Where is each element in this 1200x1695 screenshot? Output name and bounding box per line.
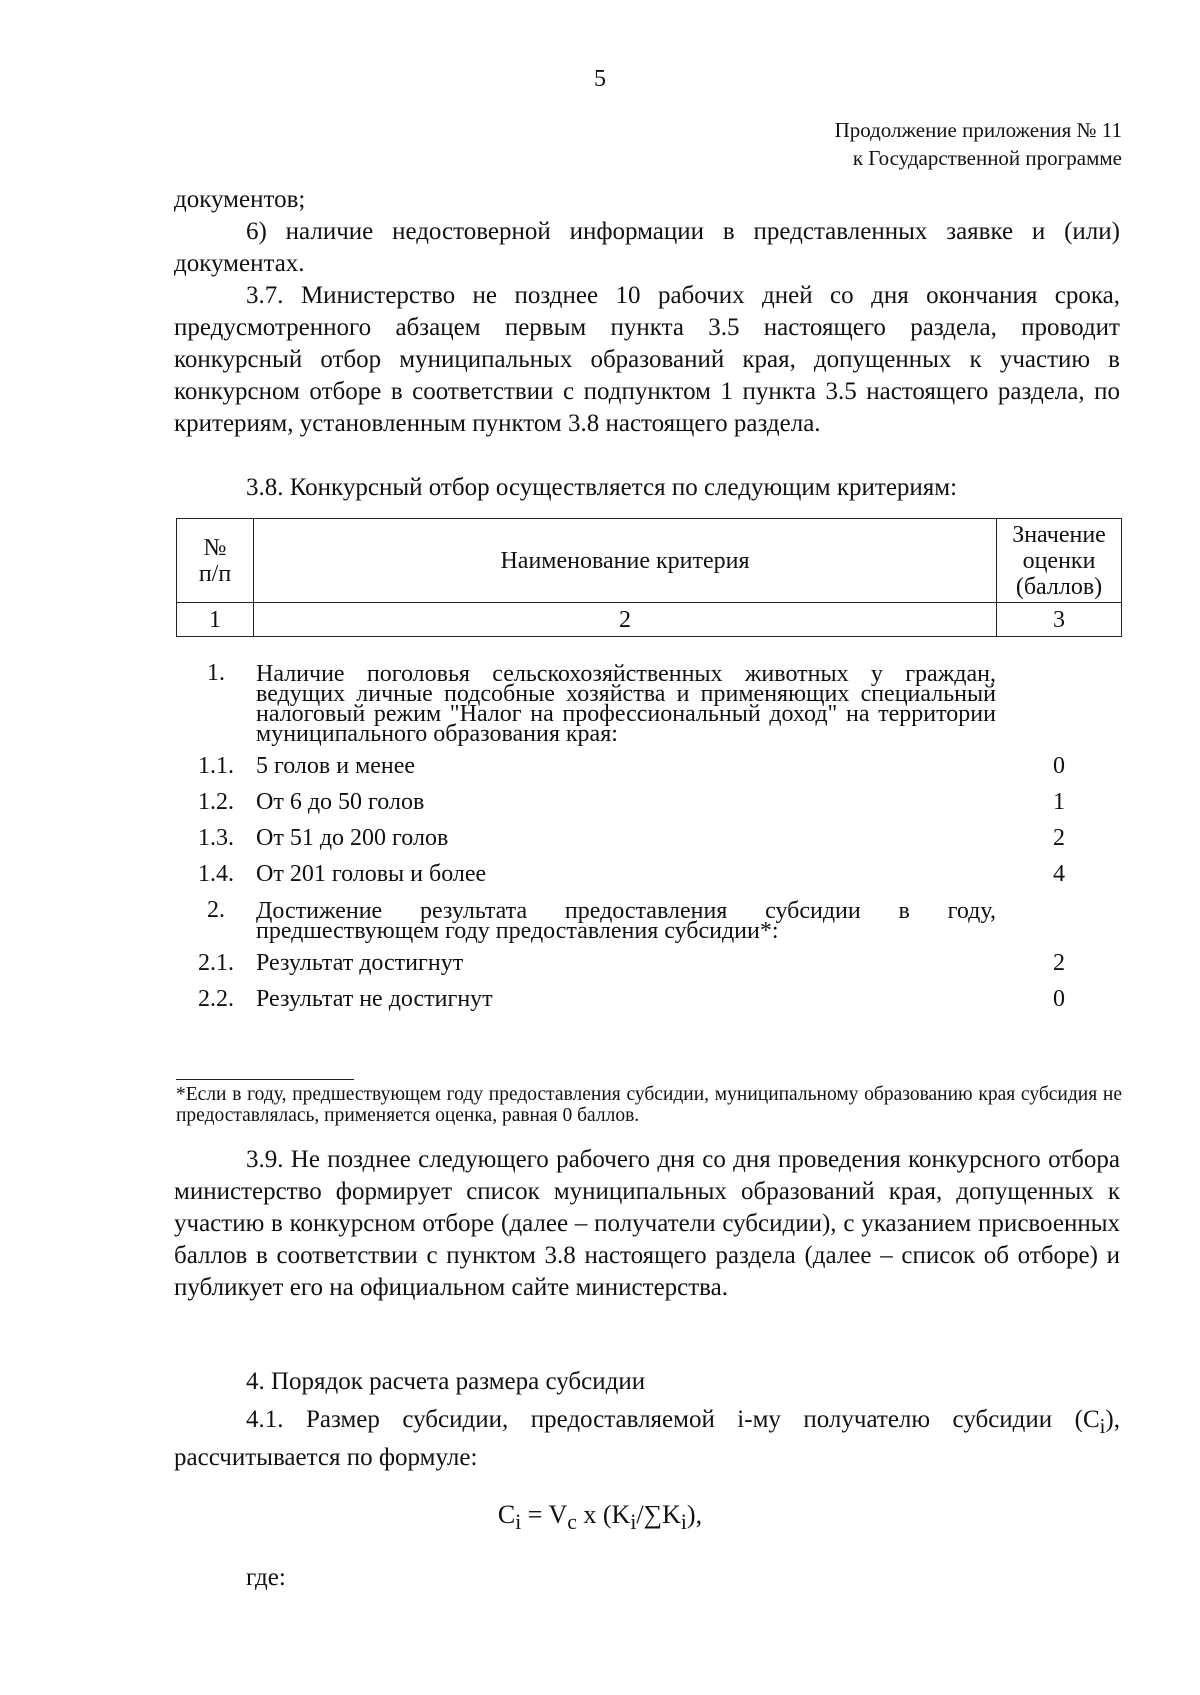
formula-mid: x (K xyxy=(576,1500,631,1529)
criteria-row xyxy=(176,753,1122,780)
paragraph-continuation: документов; xyxy=(174,186,306,213)
table-numbering-row xyxy=(177,603,1122,637)
formula-k2-subscript: i xyxy=(680,1510,687,1535)
row-score: 2 xyxy=(1053,825,1065,851)
header-criterion-cell: Наименование критерия xyxy=(254,519,997,603)
row-text: От 201 головы и более xyxy=(256,861,487,887)
row-text: Результат не достигнут xyxy=(256,986,493,1012)
header-score-line1: Значение xyxy=(1012,521,1106,548)
numbering-cell-2: 2 xyxy=(254,603,997,637)
criteria-row xyxy=(176,660,1122,747)
header-note-line1: Продолжение приложения № 11 xyxy=(834,118,1122,142)
criteria-row xyxy=(176,897,1122,944)
paragraph-4-1-tail: ), рассчитывается по формуле: xyxy=(174,1406,1120,1471)
page-number: 5 xyxy=(594,66,606,92)
row-text: От 6 до 50 голов xyxy=(256,789,425,815)
formula-lhs: C xyxy=(497,1500,516,1529)
criteria-row xyxy=(176,950,1122,977)
criteria-table xyxy=(176,518,1122,637)
row-text: От 51 до 200 голов xyxy=(256,825,449,851)
header-number-cell xyxy=(177,519,254,603)
header-score-cell xyxy=(997,519,1122,603)
row-text: Наличие поголовья сельскохозяйственных животных у граждан, ведущих личные подсобные хозяйства и применяющих специальный налоговый режим "Налог на профессиональный доход" на территории муниципального образования края: xyxy=(256,661,996,747)
header-score-line2: оценки xyxy=(1022,547,1096,574)
paragraph-4-1-subscript: i xyxy=(1099,1414,1106,1438)
criteria-list xyxy=(176,660,1122,1022)
paragraph-item-6 xyxy=(174,216,1120,280)
section-title: 4. Порядок расчета размера субсидии xyxy=(246,1368,646,1395)
formula-end: ), xyxy=(686,1500,703,1529)
where-label: где: xyxy=(246,1564,286,1591)
row-text: 5 голов и менее xyxy=(256,753,416,779)
paragraph-item-6-text: 6) наличие недостоверной информации в представленных заявке и (или) документах. xyxy=(174,218,1120,277)
row-number: 1.3. xyxy=(198,825,234,851)
formula-k-subscript: i xyxy=(630,1510,637,1535)
row-number: 1.4. xyxy=(198,861,234,887)
numbering-cell-3: 3 xyxy=(997,603,1122,637)
paragraph-3-8 xyxy=(174,472,1120,504)
row-score: 2 xyxy=(1053,950,1065,976)
row-number: 2. xyxy=(207,897,225,923)
row-number: 1.1. xyxy=(198,753,234,779)
formula xyxy=(0,1500,1200,1535)
row-score: 0 xyxy=(1053,753,1065,779)
row-text: Результат достигнут xyxy=(256,950,464,976)
header-score-line3: (баллов) xyxy=(1015,573,1103,600)
row-score: 4 xyxy=(1053,861,1065,887)
header-note-line2: к Государственной программе xyxy=(852,146,1122,170)
row-text: Достижение результата предоставления субсидии в году, предшествующем году предоставления субсидии*: xyxy=(256,898,996,944)
table-header-row xyxy=(177,519,1122,603)
footnote: *Если в году, предшествующем году предоставления субсидии, муниципальному образованию края субсидия не предоставлялась, применяется оценка, равная 0 баллов. xyxy=(176,1084,1122,1126)
row-number: 2.1. xyxy=(198,950,234,976)
paragraph-3-7 xyxy=(174,280,1120,440)
numbering-cell-1: 1 xyxy=(177,603,254,637)
header-number-line2: п/п xyxy=(198,560,232,587)
paragraph-4-1-text: 4.1. Размер субсидии, предоставляемой i-му получателю субсидии (C xyxy=(246,1406,1100,1433)
footnote-divider xyxy=(176,1079,354,1080)
formula-lhs-subscript: i xyxy=(515,1510,522,1535)
criteria-row xyxy=(176,861,1122,888)
header-note xyxy=(835,116,1122,172)
paragraph-4-1 xyxy=(174,1404,1120,1474)
row-number: 1. xyxy=(207,660,225,686)
row-score: 0 xyxy=(1053,986,1065,1012)
criteria-row xyxy=(176,986,1122,1013)
row-number: 2.2. xyxy=(198,986,234,1012)
formula-v-subscript: c xyxy=(567,1510,577,1535)
paragraph-3-9-text: 3.9. Не позднее следующего рабочего дня со дня проведения конкурсного отбора министерство формирует список муниципальных образований края, допущенных к участию в конкурсном отборе (далее – получатели субсидии), с указанием присвоенных баллов в соответствии с пунктом 3.8 настоящего раздела (далее – список об отборе) и публикует его на официальном сайте министерства. xyxy=(174,1146,1120,1301)
formula-eq: = V xyxy=(521,1500,568,1529)
row-score: 1 xyxy=(1053,789,1065,815)
paragraph-3-8-text: 3.8. Конкурсный отбор осуществляется по следующим критериям: xyxy=(246,474,958,501)
paragraph-3-9 xyxy=(174,1144,1120,1304)
paragraph-3-7-text: 3.7. Министерство не позднее 10 рабочих дней со дня окончания срока, предусмотренного абзацем первым пункта 3.5 настоящего раздела, проводит конкурсный отбор муниципальных образований края, допущенных к участию в конкурсном отборе в соответствии с подпунктом 1 пункта 3.5 настоящего раздела, по критериям, установленным пунктом 3.8 настоящего раздела. xyxy=(174,282,1120,437)
header-number-line1: № xyxy=(203,534,227,561)
criteria-row xyxy=(176,789,1122,816)
formula-slash: /∑K xyxy=(636,1500,681,1529)
criteria-row xyxy=(176,825,1122,852)
row-number: 1.2. xyxy=(198,789,234,815)
